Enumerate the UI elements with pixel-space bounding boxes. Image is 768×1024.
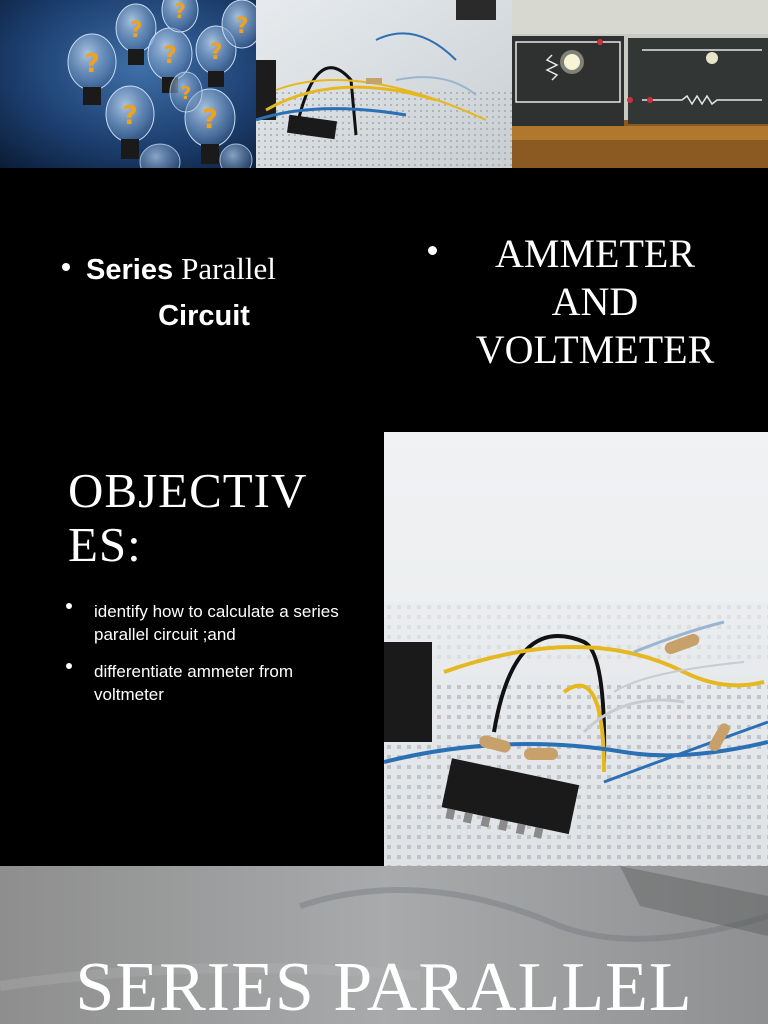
svg-text:?: ? xyxy=(129,18,143,43)
breadboard-photo-small xyxy=(256,0,512,168)
ammeter-voltmeter-text: AMMETER AND VOLTMETER xyxy=(475,231,715,372)
title-word-circuit: Circuit xyxy=(158,300,250,332)
svg-text:?: ? xyxy=(180,83,192,104)
objective-item xyxy=(66,600,356,646)
top-image-strip xyxy=(0,0,768,168)
objective-item xyxy=(66,660,356,706)
objectives-list xyxy=(66,600,356,720)
bullet-icon xyxy=(66,603,72,609)
bullet-icon xyxy=(428,246,437,255)
objectives-section xyxy=(0,432,384,866)
objective-text: differentiate ammeter from voltmeter xyxy=(94,662,294,704)
svg-text:?: ? xyxy=(163,41,177,69)
objectives-heading: OBJECTIVES: xyxy=(68,463,308,572)
breadboard-photo-large xyxy=(384,432,768,866)
svg-text:?: ? xyxy=(235,14,249,39)
circuit-boards-photo xyxy=(512,0,768,168)
svg-text:?: ? xyxy=(202,104,218,135)
light-bulbs-photo xyxy=(0,0,256,168)
bottom-banner xyxy=(0,866,768,1024)
title-word-parallel: Parallel xyxy=(181,251,276,286)
title-band xyxy=(0,168,768,432)
title-word-series: Series xyxy=(86,254,174,286)
series-parallel-circuit-title xyxy=(62,246,352,339)
bullet-icon xyxy=(66,663,72,669)
svg-text:?: ? xyxy=(84,49,100,79)
svg-text:?: ? xyxy=(174,0,186,23)
ammeter-voltmeter-title xyxy=(420,230,750,374)
series-parallel-heading: SERIES PARALLEL xyxy=(75,949,693,1024)
bullet-icon xyxy=(62,263,70,271)
svg-text:?: ? xyxy=(209,40,223,65)
svg-text:?: ? xyxy=(122,101,138,131)
objective-text: identify how to calculate a series parallel circuit ;and xyxy=(94,602,339,644)
